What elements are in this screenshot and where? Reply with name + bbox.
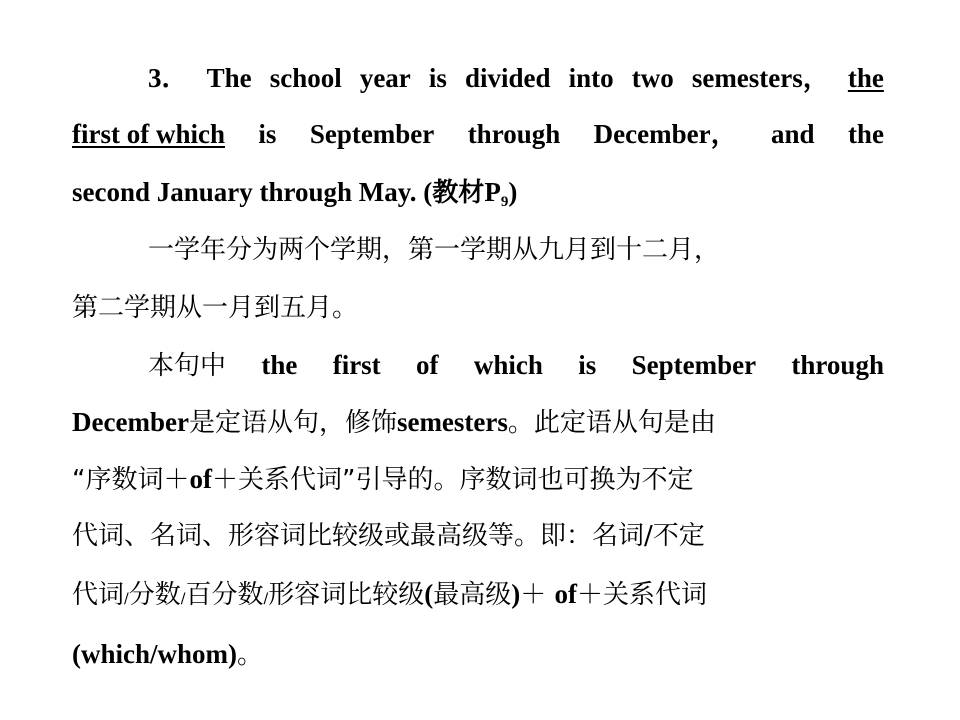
word: two — [631, 63, 674, 93]
explanation-text: ＋关系代词”引导的。序数词也可换为不定 — [211, 465, 694, 495]
explanation-text: 。此定语从句是由 — [507, 408, 716, 438]
page-ref-number: 9 — [500, 194, 509, 210]
word: is — [258, 119, 277, 149]
explanation-line-3 — [72, 459, 884, 499]
explanation-text: 百分数 — [185, 580, 264, 610]
example-sentence-line-1 — [72, 58, 884, 98]
word: divided — [464, 63, 551, 93]
explanation-line-5 — [72, 574, 884, 614]
open-paren: ( — [424, 579, 434, 609]
term-december: December — [72, 407, 189, 437]
example-sentence-line-3 — [72, 172, 884, 212]
page-ref-letter: P — [484, 177, 501, 207]
word: through — [791, 350, 884, 380]
explanation-text: 代词 — [72, 580, 125, 610]
word: of — [416, 350, 439, 380]
word: is — [578, 350, 597, 380]
word: first — [332, 350, 381, 380]
slash: / — [263, 591, 269, 607]
term-semesters: semesters — [396, 407, 508, 437]
slash: / — [180, 591, 186, 607]
close-paren: ) — [511, 579, 521, 609]
underlined-phrase: first of which — [72, 119, 225, 149]
word: the — [847, 119, 884, 149]
term-of: of — [554, 579, 577, 609]
explanation-text: “序数词＋ — [72, 465, 190, 495]
word: September — [309, 119, 435, 149]
word: year — [359, 63, 411, 93]
explanation-line-4: 代词、名词、形容词比较级或最高级等。即：名词/不定 — [72, 521, 705, 551]
close-paren: ) — [508, 177, 518, 207]
explanation-text: 分数 — [128, 580, 181, 610]
sentence-end: second January through May. ( — [72, 177, 433, 207]
word: into — [568, 63, 614, 93]
plus-sign: ＋ — [520, 580, 555, 610]
word: semesters， — [691, 63, 830, 93]
word: is — [428, 63, 447, 93]
translation-line-2: 第二学期从一月到五月。 — [72, 293, 359, 323]
translation-line-1: 一学年分为两个学期，第一学期从九月到十二月， — [148, 235, 721, 265]
explanation-line-2 — [72, 402, 884, 442]
word: the — [261, 350, 298, 380]
explanation-text: ＋关系代词 — [577, 580, 708, 610]
word: December， — [593, 119, 738, 149]
explanation-lead: 本句中 — [148, 351, 227, 381]
word: and — [770, 119, 815, 149]
word: through — [467, 119, 561, 149]
word: September — [631, 350, 757, 380]
word: which — [473, 350, 543, 380]
underlined-word: the — [847, 63, 884, 93]
item-number: 3． — [148, 63, 189, 93]
slash: / — [124, 591, 129, 607]
word: The — [206, 63, 252, 93]
word: school — [269, 63, 342, 93]
explanation-text: 形容词比较级 — [268, 580, 425, 610]
full-stop: 。 — [237, 640, 264, 670]
explanation-text: 最高级 — [433, 580, 512, 610]
source-textbook: 教材 — [432, 178, 485, 208]
explanation-line-6 — [72, 634, 884, 674]
term-which-whom: (which/whom) — [72, 639, 238, 669]
term-of: of — [189, 464, 212, 494]
explanation-text: 是定语从句，修饰 — [188, 408, 397, 438]
explanation-line-1 — [72, 345, 884, 385]
example-sentence-line-2 — [72, 114, 884, 154]
